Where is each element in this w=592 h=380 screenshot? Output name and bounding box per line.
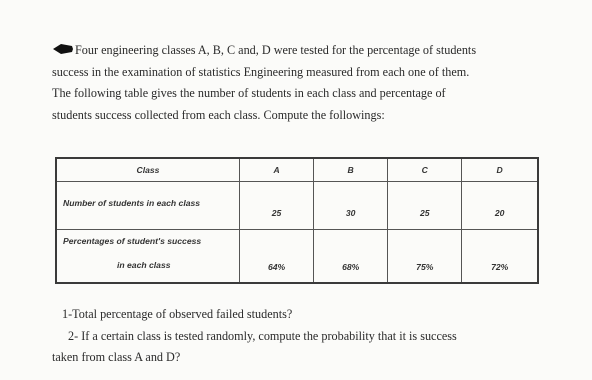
row-label-success — [56, 230, 240, 284]
cell-value: 72% — [491, 262, 509, 272]
cell-value: 64% — [267, 262, 286, 272]
questions-block — [52, 304, 582, 369]
cell-success-c — [388, 230, 462, 284]
intro-line-1 — [52, 40, 572, 62]
cell-success-b — [314, 230, 388, 284]
cell-students-b — [314, 182, 388, 230]
row-label-success-line2: in each class — [117, 260, 171, 270]
problem-statement — [52, 40, 572, 126]
table-header-row — [56, 158, 538, 182]
cell-value: 30 — [345, 207, 356, 218]
cell-value: 20 — [494, 207, 505, 218]
intro-line-1-text: Four engineering classes A, B, C and, D were tested for the percentage of students — [75, 43, 477, 57]
intro-line-4: students success collected from each class. Compute the followings: — [52, 107, 385, 122]
cell-value: 25 — [271, 207, 282, 218]
cell-success-d — [462, 230, 538, 284]
cell-success-a — [240, 230, 314, 284]
cell-value: 68% — [342, 262, 360, 272]
header-col-d: D — [462, 158, 538, 182]
row-label-students-text: Number of students in each class — [63, 197, 201, 208]
header-class-label: Class — [56, 158, 240, 182]
cell-value: 75% — [416, 262, 434, 272]
table-row — [56, 230, 538, 284]
header-col-c: C — [388, 158, 462, 182]
intro-line-2: success in the examination of statistics Engineering measured from each one of them. — [52, 64, 470, 79]
question-2-line-1: 2- If a certain class is tested randomly, compute the probability that it is success — [68, 328, 457, 343]
cell-students-a — [240, 182, 314, 230]
row-label-success-line1: Percentages of student's success — [63, 236, 202, 246]
question-2-line-2: taken from class A and D? — [52, 350, 181, 364]
row-label-students — [56, 182, 240, 230]
question-1: 1-Total percentage of observed failed students? — [62, 307, 293, 321]
header-col-b: B — [314, 158, 388, 182]
class-data-table — [55, 157, 539, 284]
cell-students-c — [388, 182, 462, 230]
table-row — [56, 182, 538, 230]
arrow-bullet-icon — [52, 43, 74, 55]
intro-line-3: The following table gives the number of students in each class and percentage of — [52, 86, 446, 100]
cell-value: 25 — [419, 207, 430, 218]
cell-students-d — [462, 182, 538, 230]
header-col-a: A — [240, 158, 314, 182]
